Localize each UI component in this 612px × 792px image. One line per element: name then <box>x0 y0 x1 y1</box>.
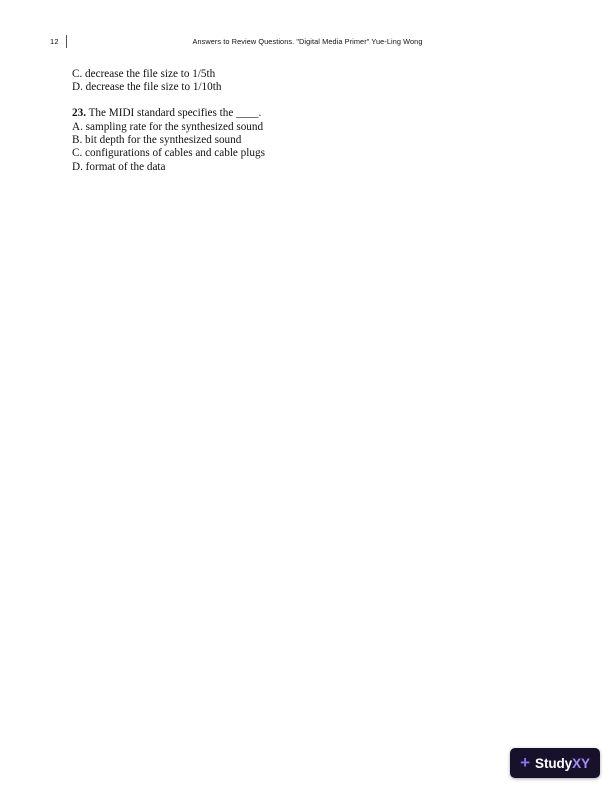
option-line: D. decrease the file size to 1/10th <box>72 81 222 94</box>
page-header <box>50 33 562 49</box>
option-line: B. bit depth for the synthesized sound <box>72 134 242 147</box>
option-line: A. sampling rate for the synthesized sound <box>72 121 264 133</box>
paragraph-spacer <box>72 94 512 107</box>
page-number: 12 <box>50 36 59 46</box>
plus-icon: + <box>520 752 531 772</box>
question-text: The MIDI standard specifies the ____. <box>85 107 262 120</box>
question-prompt <box>72 107 512 121</box>
page-content <box>72 68 512 174</box>
studyxy-watermark-badge[interactable] <box>510 748 600 778</box>
watermark-name: Study <box>535 755 573 771</box>
watermark-label <box>535 756 590 771</box>
question-number: 23. <box>72 107 86 120</box>
option-line: C. decrease the file size to 1/5th <box>72 68 216 80</box>
header-title: Answers to Review Questions. "Digital Media Primer" Yue-Ling Wong <box>192 36 423 46</box>
watermark-suffix: XY <box>572 755 590 771</box>
option-line: C. configurations of cables and cable plugs <box>72 147 265 160</box>
option-line: D. format of the data <box>72 160 166 173</box>
